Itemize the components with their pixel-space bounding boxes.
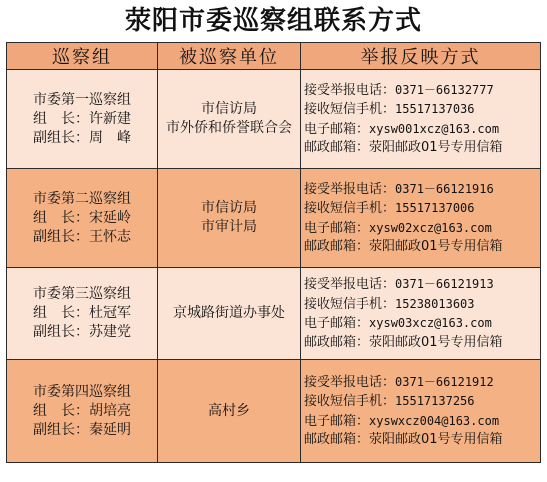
phone-number: 0371－66121916 bbox=[395, 181, 494, 196]
email-address: xyswxcz004@163.com bbox=[369, 413, 500, 428]
group-name: 市委第一巡察组 bbox=[33, 91, 131, 108]
leader-name: 宋延岭 bbox=[89, 209, 131, 226]
deputy-label: 副组长： bbox=[33, 324, 89, 340]
group-cell bbox=[7, 360, 158, 463]
sms-number: 15238013603 bbox=[395, 296, 475, 311]
email-label: 电子邮箱： bbox=[304, 220, 370, 236]
deputy-line bbox=[7, 421, 157, 440]
leader-line bbox=[7, 304, 157, 323]
group-cell bbox=[7, 169, 158, 268]
deputy-label: 副组长： bbox=[33, 421, 89, 438]
sms-label: 接收短信手机： bbox=[304, 102, 396, 117]
phone-label: 接受举报电话： bbox=[304, 82, 396, 98]
email-label: 电子邮箱： bbox=[304, 121, 370, 137]
page-title: 荥阳市委巡察组联系方式 bbox=[124, 6, 422, 36]
leader-label: 组 长： bbox=[33, 305, 89, 321]
sms-label: 接收短信手机： bbox=[304, 201, 396, 216]
email-line bbox=[301, 120, 540, 140]
deputy-line bbox=[7, 228, 157, 247]
phone-line bbox=[301, 81, 540, 101]
deputy-line bbox=[7, 323, 157, 342]
sms-line bbox=[301, 392, 540, 412]
leader-line bbox=[7, 110, 157, 129]
phone-label: 接受举报电话： bbox=[304, 277, 396, 292]
header-unit: 被巡察单位 bbox=[158, 43, 301, 70]
deputy-label: 副组长： bbox=[33, 129, 89, 146]
group-cell bbox=[7, 70, 158, 169]
phone-number: 0371－66121912 bbox=[395, 374, 494, 389]
unit-name: 市信访局 bbox=[201, 101, 257, 117]
leader-name: 许新建 bbox=[89, 110, 131, 127]
email-line bbox=[301, 412, 540, 432]
phone-number: 0371－66132777 bbox=[395, 82, 494, 97]
mail-line bbox=[301, 431, 540, 450]
email-line bbox=[301, 219, 540, 239]
group-name: 市委第二巡察组 bbox=[33, 190, 131, 207]
email-address: xysw03xcz@163.com bbox=[369, 316, 492, 330]
contact-cell bbox=[301, 360, 541, 463]
phone-line bbox=[301, 275, 540, 295]
contact-cell bbox=[301, 169, 541, 268]
unit-cell bbox=[158, 268, 301, 360]
mail-line bbox=[301, 334, 540, 353]
sms-line bbox=[301, 295, 540, 315]
header-group: 巡察组 bbox=[7, 43, 158, 70]
phone-number: 0371－66121913 bbox=[395, 277, 494, 291]
unit-cell bbox=[158, 169, 301, 268]
mail-line bbox=[301, 139, 540, 158]
email-label: 电子邮箱： bbox=[304, 413, 370, 429]
phone-line bbox=[301, 373, 540, 393]
contact-cell bbox=[301, 268, 541, 360]
group-cell bbox=[7, 268, 158, 360]
deputy-label: 副组长： bbox=[33, 228, 89, 245]
email-label: 电子邮箱： bbox=[304, 316, 370, 331]
group-name: 市委第三巡察组 bbox=[33, 286, 131, 302]
unit-name: 京城路街道办事处 bbox=[173, 305, 285, 321]
email-line bbox=[301, 314, 540, 334]
unit-cell bbox=[158, 360, 301, 463]
deputy-name: 苏建党 bbox=[89, 324, 131, 340]
mail-box: 荥阳邮政01号专用信箱 bbox=[369, 334, 503, 350]
contact-table bbox=[6, 42, 541, 463]
mail-label: 邮政邮箱： bbox=[304, 140, 370, 155]
sms-number: 15517137006 bbox=[395, 201, 475, 215]
deputy-line bbox=[7, 129, 157, 148]
mail-label: 邮政邮箱： bbox=[304, 432, 370, 447]
sms-number: 15517137256 bbox=[395, 394, 475, 408]
leader-line bbox=[7, 209, 157, 228]
table-header-row bbox=[7, 43, 541, 70]
sms-number: 15517137036 bbox=[395, 102, 475, 116]
mail-line bbox=[301, 238, 540, 257]
table-row bbox=[7, 268, 541, 360]
sms-label: 接收短信手机： bbox=[304, 394, 396, 409]
group-name: 市委第四巡察组 bbox=[33, 383, 131, 400]
header-contact: 举报反映方式 bbox=[301, 43, 541, 70]
mail-box: 荥阳邮政01号专用信箱 bbox=[369, 239, 503, 254]
unit-name: 高村乡 bbox=[208, 402, 250, 419]
deputy-name: 周 峰 bbox=[89, 129, 131, 146]
sms-line bbox=[301, 100, 540, 120]
unit-name: 市审计局 bbox=[201, 219, 257, 235]
mail-label: 邮政邮箱： bbox=[304, 239, 370, 254]
mail-box: 荥阳邮政01号专用信箱 bbox=[369, 140, 503, 155]
leader-line bbox=[7, 402, 157, 421]
unit-name: 市信访局 bbox=[201, 200, 257, 216]
mail-label: 邮政邮箱： bbox=[304, 334, 370, 350]
email-address: xysw02xcz@163.com bbox=[369, 220, 492, 235]
deputy-name: 秦延明 bbox=[89, 421, 131, 438]
phone-label: 接受举报电话： bbox=[304, 374, 396, 390]
deputy-name: 王怀志 bbox=[89, 228, 131, 245]
table-row bbox=[7, 169, 541, 268]
email-address: xysw001xcz@163.com bbox=[369, 121, 500, 136]
unit-name: 市外侨和侨誉联合会 bbox=[166, 120, 292, 136]
leader-label: 组 长： bbox=[33, 209, 89, 226]
sms-label: 接收短信手机： bbox=[304, 296, 396, 312]
phone-label: 接受举报电话： bbox=[304, 181, 396, 197]
leader-label: 组 长： bbox=[33, 110, 89, 127]
table-row bbox=[7, 360, 541, 463]
mail-box: 荥阳邮政01号专用信箱 bbox=[369, 432, 503, 447]
leader-name: 杜冠军 bbox=[89, 305, 131, 321]
phone-line bbox=[301, 180, 540, 200]
leader-label: 组 长： bbox=[33, 402, 89, 419]
table-row bbox=[7, 70, 541, 169]
sms-line bbox=[301, 199, 540, 219]
unit-cell bbox=[158, 70, 301, 169]
contact-cell bbox=[301, 70, 541, 169]
leader-name: 胡培亮 bbox=[89, 402, 131, 419]
